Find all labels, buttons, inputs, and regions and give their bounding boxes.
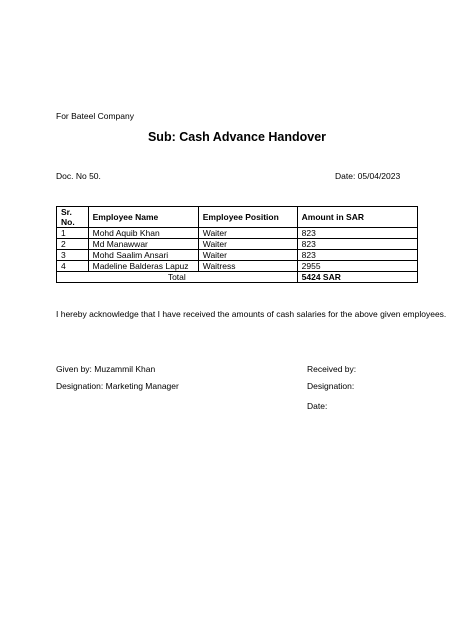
header-sr-no: Sr. No. [57, 207, 89, 228]
receiver-date: Date: [307, 401, 328, 411]
cell-amount: 2955 [297, 261, 417, 272]
cell-sr-no: 1 [57, 228, 89, 239]
cell-employee-name: Madeline Balderas Lapuz [88, 261, 198, 272]
total-label: Total [57, 272, 298, 283]
cell-employee-name: Md Manawwar [88, 239, 198, 250]
cell-amount: 823 [297, 239, 417, 250]
received-by: Received by: [307, 364, 357, 374]
document-title: Sub: Cash Advance Handover [147, 130, 327, 144]
cell-employee-position: Waiter [198, 250, 297, 261]
header-amount: Amount in SAR [297, 207, 417, 228]
table-total-row [57, 272, 418, 283]
table-header-row [57, 207, 418, 228]
table-row [57, 239, 418, 250]
cell-employee-name: Mohd Saalim Ansari [88, 250, 198, 261]
cell-sr-no: 4 [57, 261, 89, 272]
header-employee-position: Employee Position [198, 207, 297, 228]
acknowledgement-text: I hereby acknowledge that I have received the amounts of cash salaries for the above given employees. [56, 309, 447, 319]
cell-employee-position: Waitress [198, 261, 297, 272]
salary-table [56, 206, 418, 283]
cell-employee-name: Mohd Aquib Khan [88, 228, 198, 239]
cell-sr-no: 3 [57, 250, 89, 261]
table-row [57, 250, 418, 261]
cell-amount: 823 [297, 228, 417, 239]
cell-sr-no: 2 [57, 239, 89, 250]
giver-designation: Designation: Marketing Manager [56, 381, 179, 391]
table-row [57, 228, 418, 239]
company-line: For Bateel Company [56, 111, 134, 121]
receiver-designation: Designation: [307, 381, 355, 391]
table-row [57, 261, 418, 272]
header-employee-name: Employee Name [88, 207, 198, 228]
document-number: Doc. No 50. [56, 171, 101, 181]
total-value: 5424 SAR [297, 272, 417, 283]
document-date: Date: 05/04/2023 [335, 171, 401, 181]
cell-employee-position: Waiter [198, 228, 297, 239]
cell-amount: 823 [297, 250, 417, 261]
cell-employee-position: Waiter [198, 239, 297, 250]
given-by: Given by: Muzammil Khan [56, 364, 156, 374]
